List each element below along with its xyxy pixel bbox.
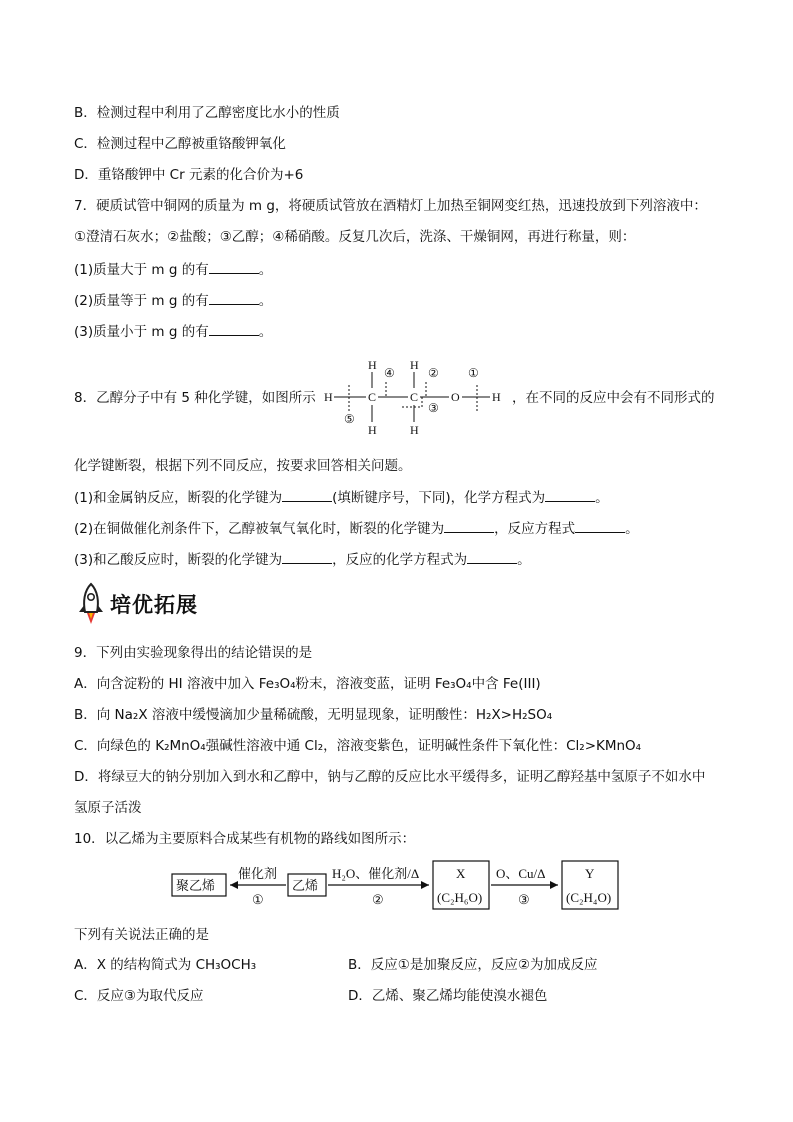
q8-stem-a: 8．乙醇分子中有 5 种化学键，如图所示 bbox=[74, 390, 316, 406]
answer-blank[interactable] bbox=[282, 550, 332, 564]
label-step2: ② bbox=[372, 892, 384, 907]
q9-option-c: C．向绿色的 K₂MnO₄强碱性溶液中通 Cl₂，溶液变紫色，证明碱性条件下氧化性：Cl₂>KMnO₄ bbox=[74, 738, 642, 754]
label-polyethylene: 聚乙烯 bbox=[176, 878, 216, 893]
q8-part1-text-b: (填断键序号，下同)，化学方程式为 bbox=[332, 490, 546, 506]
q10-option-a: A．X 的结构简式为 CH₃OCH₃ bbox=[74, 957, 257, 973]
answer-blank[interactable] bbox=[575, 519, 625, 533]
q7-stem-line2: ①澄清石灰水；②盐酸；③乙醇；④稀硝酸。反复几次后，洗涤、干燥铜网，再进行称量，则： bbox=[74, 229, 636, 245]
ethanol-bond-diagram bbox=[322, 355, 512, 437]
atom-c2: C bbox=[410, 390, 419, 404]
period: 。 bbox=[517, 552, 531, 568]
answer-blank[interactable] bbox=[444, 519, 494, 533]
atom-c1: C bbox=[368, 390, 377, 404]
bond-label-4: ④ bbox=[384, 366, 395, 380]
q6-option-b: B．检测过程中利用了乙醇密度比水小的性质 bbox=[74, 105, 340, 121]
period: 。 bbox=[258, 293, 273, 309]
label-cond3: O、Cu/Δ bbox=[496, 866, 546, 881]
atom-h-right: H bbox=[492, 390, 501, 404]
period: 。 bbox=[625, 521, 639, 537]
label-catalyst: 催化剂 bbox=[238, 866, 278, 881]
q7-part2 bbox=[74, 291, 272, 310]
q8-part2-text-b: ，反应方程式 bbox=[494, 521, 576, 537]
label-ethylene: 乙烯 bbox=[292, 878, 319, 893]
bond-label-3: ③ bbox=[428, 401, 439, 415]
q9-option-d-line2: 氢原子活泼 bbox=[74, 800, 142, 816]
period: 。 bbox=[258, 324, 273, 340]
answer-blank[interactable] bbox=[209, 291, 259, 305]
q10-option-d: D．乙烯、聚乙烯均能使溴水褪色 bbox=[348, 988, 548, 1004]
q10-option-c: C．反应③为取代反应 bbox=[74, 988, 204, 1004]
label-y: Y bbox=[585, 866, 595, 881]
synthesis-route-diagram bbox=[170, 858, 630, 914]
q7-part3-text: (3)质量小于 m g 的有 bbox=[74, 324, 209, 340]
label-cond2: H₂O、催化剂/Δ bbox=[332, 866, 420, 881]
label-step1: ① bbox=[252, 892, 264, 907]
bond-label-5: ⑤ bbox=[344, 412, 355, 426]
section-banner bbox=[76, 582, 226, 626]
q9-option-b: B．向 Na₂X 溶液中缓慢滴加少量稀硫酸，无明显现象，证明酸性：H₂X>H₂SO₄ bbox=[74, 707, 553, 723]
q7-part2-text: (2)质量等于 m g 的有 bbox=[74, 293, 209, 309]
answer-blank[interactable] bbox=[209, 322, 259, 336]
q10-stem: 10．以乙烯为主要原料合成某些有机物的路线如图所示： bbox=[74, 831, 416, 847]
q8-part3-text-a: (3)和乙酸反应时，断裂的化学键为 bbox=[74, 552, 283, 568]
q9-stem: 9．下列由实验现象得出的结论错误的是 bbox=[74, 645, 313, 661]
atom-h-top1: H bbox=[368, 358, 377, 372]
q8-part1-text-a: (1)和金属钠反应，断裂的化学键为 bbox=[74, 490, 283, 506]
q7-part1-text: (1)质量大于 m g 的有 bbox=[74, 262, 209, 278]
q7-part1 bbox=[74, 260, 272, 279]
label-x-formula: (C₂H₆O) bbox=[437, 890, 483, 905]
q10-prompt: 下列有关说法正确的是 bbox=[74, 927, 209, 943]
label-x: X bbox=[456, 866, 466, 881]
q8-part2-text-a: (2)在铜做催化剂条件下，乙醇被氧气氧化时，断裂的化学键为 bbox=[74, 521, 445, 537]
period: 。 bbox=[595, 490, 609, 506]
answer-blank[interactable] bbox=[545, 488, 595, 502]
answer-blank[interactable] bbox=[467, 550, 517, 564]
answer-blank[interactable] bbox=[282, 488, 332, 502]
q9-option-d-line1: D．将绿豆大的钠分别加入到水和乙醇中，钠与乙醇的反应比水平缓得多，证明乙醇羟基中氢原子不如水中 bbox=[74, 769, 706, 785]
rocket-icon bbox=[76, 582, 106, 626]
q8-part2 bbox=[74, 519, 639, 538]
atom-h-bottom2: H bbox=[410, 423, 419, 437]
q8-stem-b: ，在不同的反应中会有不同形式的 bbox=[512, 390, 715, 406]
q7-part3 bbox=[74, 322, 272, 341]
section-banner-title: 培优拓展 bbox=[110, 593, 198, 617]
answer-blank[interactable] bbox=[209, 260, 259, 274]
q8-stem-line2: 化学键断裂，根据下列不同反应，按要求回答相关问题。 bbox=[74, 458, 412, 474]
atom-h-top2: H bbox=[410, 358, 419, 372]
q6-option-d: D．重铬酸钾中 Cr 元素的化合价为+6 bbox=[74, 167, 304, 183]
label-step3: ③ bbox=[518, 892, 530, 907]
atom-o: O bbox=[451, 390, 460, 404]
q9-option-a: A．向含淀粉的 HI 溶液中加入 Fe₃O₄粉末，溶液变蓝，证明 Fe₃O₄中含 Fe(III) bbox=[74, 676, 541, 692]
label-y-formula: (C₂H₄O) bbox=[566, 890, 612, 905]
atom-h-left: H bbox=[324, 390, 333, 404]
bond-label-1: ① bbox=[468, 366, 479, 380]
q6-option-c: C．检测过程中乙醇被重铬酸钾氧化 bbox=[74, 136, 286, 152]
q8-part3 bbox=[74, 550, 531, 569]
period: 。 bbox=[258, 262, 273, 278]
q10-option-b: B．反应①是加聚反应，反应②为加成反应 bbox=[348, 957, 598, 973]
atom-h-bottom1: H bbox=[368, 423, 377, 437]
q7-stem-line1: 7．硬质试管中铜网的质量为 m g，将硬质试管放在酒精灯上加热至铜网变红热，迅速投放到下列溶液中： bbox=[74, 198, 707, 214]
q8-part1 bbox=[74, 488, 609, 507]
q8-part3-text-b: ，反应的化学方程式为 bbox=[332, 552, 468, 568]
bond-label-2: ② bbox=[428, 366, 439, 380]
